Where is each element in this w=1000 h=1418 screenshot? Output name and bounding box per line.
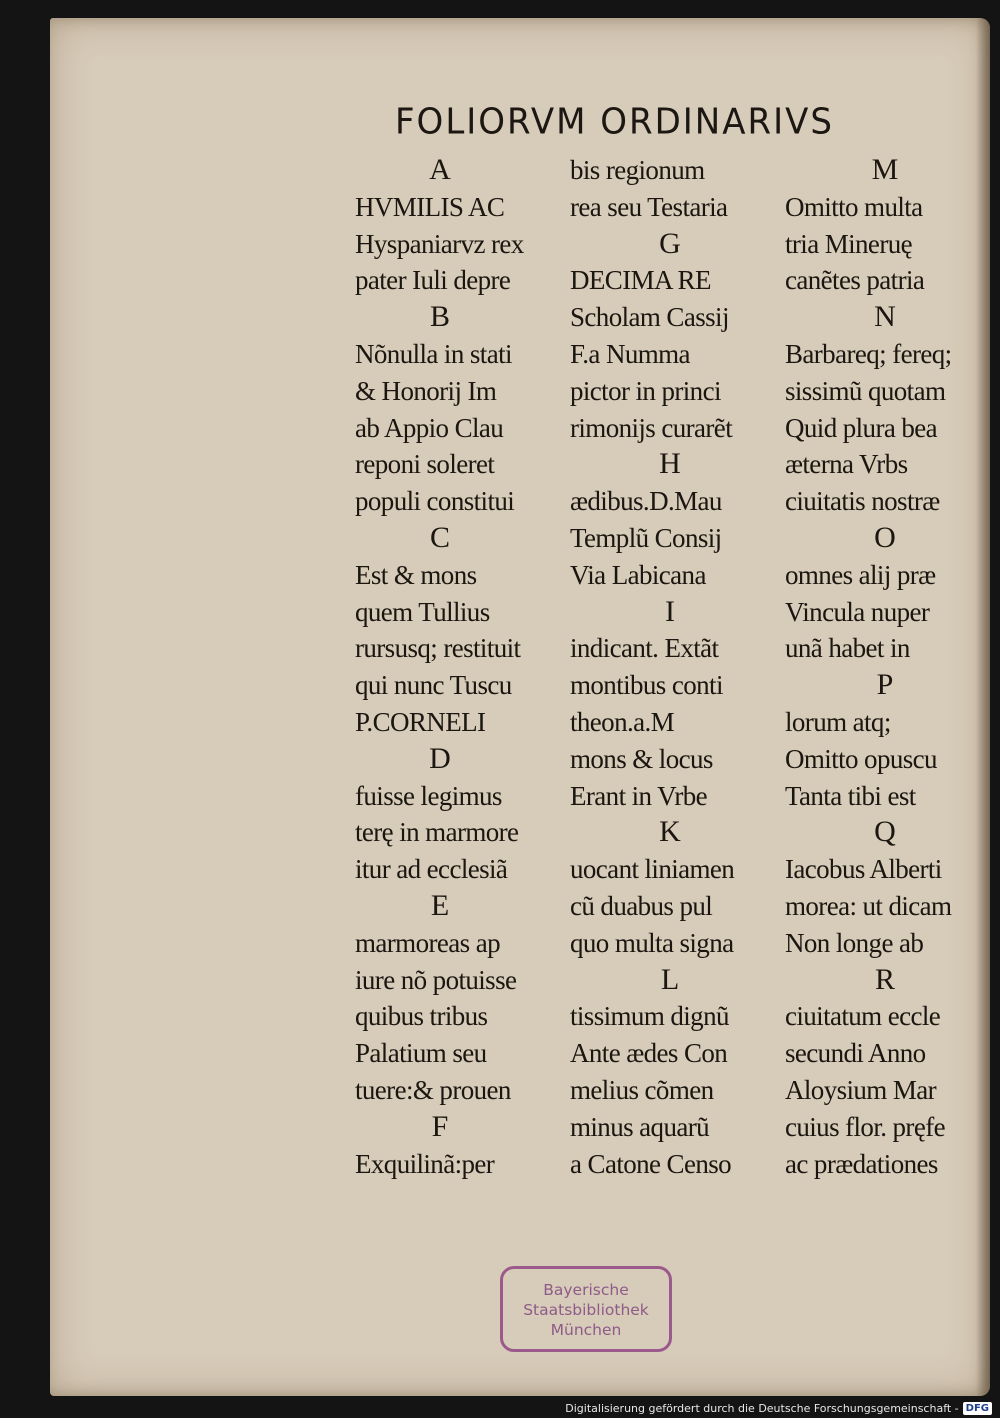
section-letter: N bbox=[874, 300, 896, 334]
index-entry: rursusq; restituit bbox=[355, 633, 521, 664]
index-entry: melius cõmen bbox=[570, 1074, 714, 1105]
index-entry: Omitto multa bbox=[785, 191, 923, 222]
index-entry: itur ad ecclesiã bbox=[355, 854, 508, 885]
index-entry: unã habet in bbox=[785, 633, 910, 664]
index-entry: cuius flor. pręfe bbox=[785, 1111, 945, 1142]
section-letter: H bbox=[659, 447, 681, 481]
index-column-2 bbox=[570, 152, 800, 1182]
index-entry: iure nõ potuisse bbox=[355, 964, 517, 995]
index-entry: quo multa signa bbox=[570, 927, 734, 958]
index-entry: ab Appio Clau bbox=[355, 412, 504, 443]
index-column-1 bbox=[355, 152, 585, 1182]
index-entry: ciuitatum eccle bbox=[785, 1001, 941, 1032]
section-letter: A bbox=[429, 153, 451, 186]
index-entry: mons & locus bbox=[570, 743, 713, 774]
index-entry: Nõnulla in stati bbox=[355, 338, 512, 369]
index-entry: HVMILIS AC bbox=[355, 191, 505, 222]
section-letter: C bbox=[429, 520, 450, 554]
section-letter: L bbox=[660, 962, 680, 996]
index-entry: lorum atq; bbox=[785, 706, 891, 737]
index-entry: populi constitui bbox=[355, 486, 515, 517]
index-entry: DECIMA RE bbox=[570, 265, 711, 296]
index-entry: quem Tullius bbox=[355, 596, 490, 627]
index-entry: tuere:& prouen bbox=[355, 1074, 511, 1105]
index-entry: Erant in Vrbe bbox=[570, 780, 708, 811]
index-entry: pater Iuli depre bbox=[355, 265, 511, 296]
index-entry: terę in marmore bbox=[355, 817, 519, 848]
section-letter: I bbox=[665, 594, 675, 628]
section-letter: Q bbox=[874, 815, 896, 849]
stamp-line-3: München bbox=[550, 1321, 622, 1339]
index-entry: æterna Vrbs bbox=[785, 449, 908, 480]
index-entry: fuisse legimus bbox=[355, 780, 502, 811]
index-entry: Templũ Consij bbox=[570, 522, 722, 553]
index-entry: canẽtes patria bbox=[785, 265, 925, 296]
stamp-line-1: Bayerische bbox=[543, 1281, 629, 1299]
index-entry: qui nunc Tuscu bbox=[355, 670, 512, 701]
index-entry: Ante ædes Con bbox=[570, 1038, 728, 1069]
section-letter: D bbox=[429, 741, 451, 775]
section-letter: R bbox=[874, 962, 895, 996]
index-column-3 bbox=[785, 152, 1000, 1182]
index-entry: theon.a.M bbox=[570, 706, 675, 737]
section-letter: B bbox=[429, 300, 450, 334]
index-entry: Non longe ab bbox=[785, 927, 924, 958]
index-entry: Aloysium Mar bbox=[785, 1074, 937, 1105]
index-entry: ædibus.D.Mau bbox=[570, 486, 722, 517]
index-entry: rimonijs curarẽt bbox=[570, 412, 733, 443]
footer-text: Digitalisierung gefördert durch die Deutsche Forschungsgemeinschaft - bbox=[565, 1401, 959, 1415]
index-entry: secundi Anno bbox=[785, 1038, 926, 1069]
index-entry: Est & mons bbox=[355, 559, 477, 590]
index-entry: quibus tribus bbox=[355, 1001, 488, 1032]
section-letter: P bbox=[876, 668, 894, 702]
section-letter: O bbox=[874, 520, 896, 554]
index-entry: minus aquarũ bbox=[570, 1111, 710, 1142]
index-entry: tissimum dignũ bbox=[570, 1001, 729, 1032]
index-entry: tria Mineruę bbox=[785, 228, 912, 259]
index-entry: cũ duabus pul bbox=[570, 890, 713, 921]
index-entry: P.CORNELI bbox=[355, 706, 486, 737]
index-entry: sissimũ quotam bbox=[785, 375, 946, 406]
page-heading: FOLIORVM ORDINARIVS bbox=[395, 101, 834, 143]
index-entry: marmoreas ap bbox=[355, 927, 500, 958]
index-entry: Exquilinã:per bbox=[355, 1148, 495, 1179]
index-entry: rea seu Testaria bbox=[570, 191, 728, 222]
index-entry: morea: ut dicam bbox=[785, 890, 952, 921]
index-entry: pictor in princi bbox=[570, 375, 721, 406]
index-entry: Palatium seu bbox=[355, 1038, 487, 1069]
section-letter: F bbox=[431, 1109, 449, 1143]
digitization-footer bbox=[565, 1400, 992, 1416]
index-entry: ciuitatis nostræ bbox=[785, 486, 940, 517]
index-entry: ac prædationes bbox=[785, 1148, 938, 1179]
index-entry: & Honorij Im bbox=[355, 375, 497, 406]
library-stamp bbox=[500, 1266, 672, 1352]
section-letter: E bbox=[430, 888, 450, 922]
index-entry: reponi soleret bbox=[355, 449, 495, 480]
index-entry: Iacobus Alberti bbox=[785, 854, 942, 885]
index-entry: bis regionum bbox=[570, 155, 705, 185]
dfg-logo: DFG bbox=[963, 1402, 992, 1415]
section-letter: G bbox=[659, 226, 681, 260]
index-entry: Quid plura bea bbox=[785, 412, 938, 443]
book-page bbox=[50, 18, 990, 1396]
index-entry: indicant. Extãt bbox=[570, 633, 719, 664]
index-entry: Barbareq; fereq; bbox=[785, 338, 952, 369]
section-letter: K bbox=[659, 815, 681, 849]
index-entry: omnes alij præ bbox=[785, 559, 936, 590]
index-entry: Omitto opuscu bbox=[785, 743, 937, 774]
index-entry: Via Labicana bbox=[570, 559, 706, 590]
index-entry: Scholam Cassij bbox=[570, 302, 729, 333]
index-entry: montibus conti bbox=[570, 670, 723, 701]
stamp-line-2: Staatsbibliothek bbox=[523, 1301, 649, 1319]
index-entry: a Catone Censo bbox=[570, 1148, 732, 1179]
index-entry: Tanta tibi est bbox=[785, 780, 916, 811]
index-entry: Hyspaniarvz rex bbox=[355, 228, 524, 259]
index-entry: uocant liniamen bbox=[570, 854, 735, 885]
index-entry: Vincula nuper bbox=[785, 596, 930, 627]
section-letter: M bbox=[871, 153, 899, 186]
index-entry: F.a Numma bbox=[570, 338, 690, 369]
